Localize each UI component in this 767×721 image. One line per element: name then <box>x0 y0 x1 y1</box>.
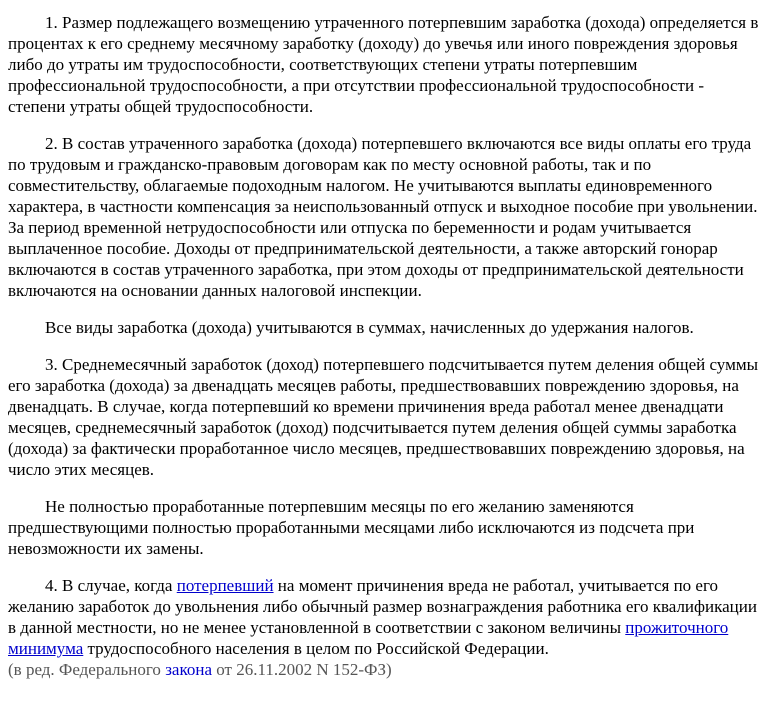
legal-document <box>8 12 759 680</box>
victim-term-link[interactable]: потерпевший <box>176 576 274 595</box>
edit-note-text-2: от 26.11.2002 N 152-ФЗ) <box>212 660 392 679</box>
paragraph-6-text-1: 4. В случае, когда <box>45 576 177 595</box>
edit-note-text-1: (в ред. Федерального <box>8 660 166 679</box>
paragraph-4: 3. Среднемесячный заработок (доход) потерпевшего подсчитывается путем деления общей суммы его заработка (дохода) за двенадцать месяцев работы, предшествовавших повреждению здоровья, на двенадцать. В случае, когда потерпевший ко времени причинения вреда работал менее двенадцати месяцев, среднемесячный заработок (доход) подсчитывается путем деления общей суммы заработка (дохода) за фактически проработанное число месяцев, предшествовавших повреждению здоровья, на число этих месяцев. <box>8 355 759 479</box>
subsistence-minimum-link[interactable]: прожиточного минимума <box>8 618 729 658</box>
paragraph-6-text-2: на момент причинения вреда не работал, учитывается по его желанию заработок до увольнения либо обычный размер вознаграждения работника его квалификации в данной местности, но не менее установленной в соответствии с законом величины <box>8 576 757 637</box>
paragraph-6 <box>8 575 759 659</box>
paragraph-5: Не полностью проработанные потерпевшим месяцы по его желанию заменяются предшествующими полностью проработанными месяцами либо исключаются из подсчета при невозможности их замены. <box>8 497 695 558</box>
paragraph-2: 2. В состав утраченного заработка (дохода) потерпевшего включаются все виды оплаты его труда по трудовым и гражданско-правовым договорам как по месту основной работы, так и по совместительству, облагаемые подоходным налогом. Не учитываются выплаты единовременного характера, в частности компенсация за неиспользованный отпуск и выходное пособие при увольнении. За период временной нетрудоспособности или отпуска по беременности и родам учитывается выплаченное пособие. Доходы от предпринимательской деятельности, а также авторский гонорар включаются в состав утраченного заработка, при этом доходы от предпринимательской деятельности включаются на основании данных налоговой инспекции. <box>8 134 758 300</box>
paragraph-6-text-3: трудоспособного населения в целом по Российской Федерации. <box>83 639 549 658</box>
paragraph-3: Все виды заработка (дохода) учитываются в суммах, начисленных до удержания налогов. <box>45 318 694 337</box>
edit-note <box>8 659 759 680</box>
federal-law-link[interactable]: закона <box>165 660 212 679</box>
paragraph-1: 1. Размер подлежащего возмещению утраченного потерпевшим заработка (дохода) определяется в процентах к его среднему месячному заработку (доходу) до увечья или иного повреждения здоровья либо до утраты им трудоспособности, соответствующих степени утраты потерпевшим профессиональной трудоспособности, а при отсутствии профессиональной трудоспособности - степени утраты общей трудоспособности. <box>8 13 759 116</box>
